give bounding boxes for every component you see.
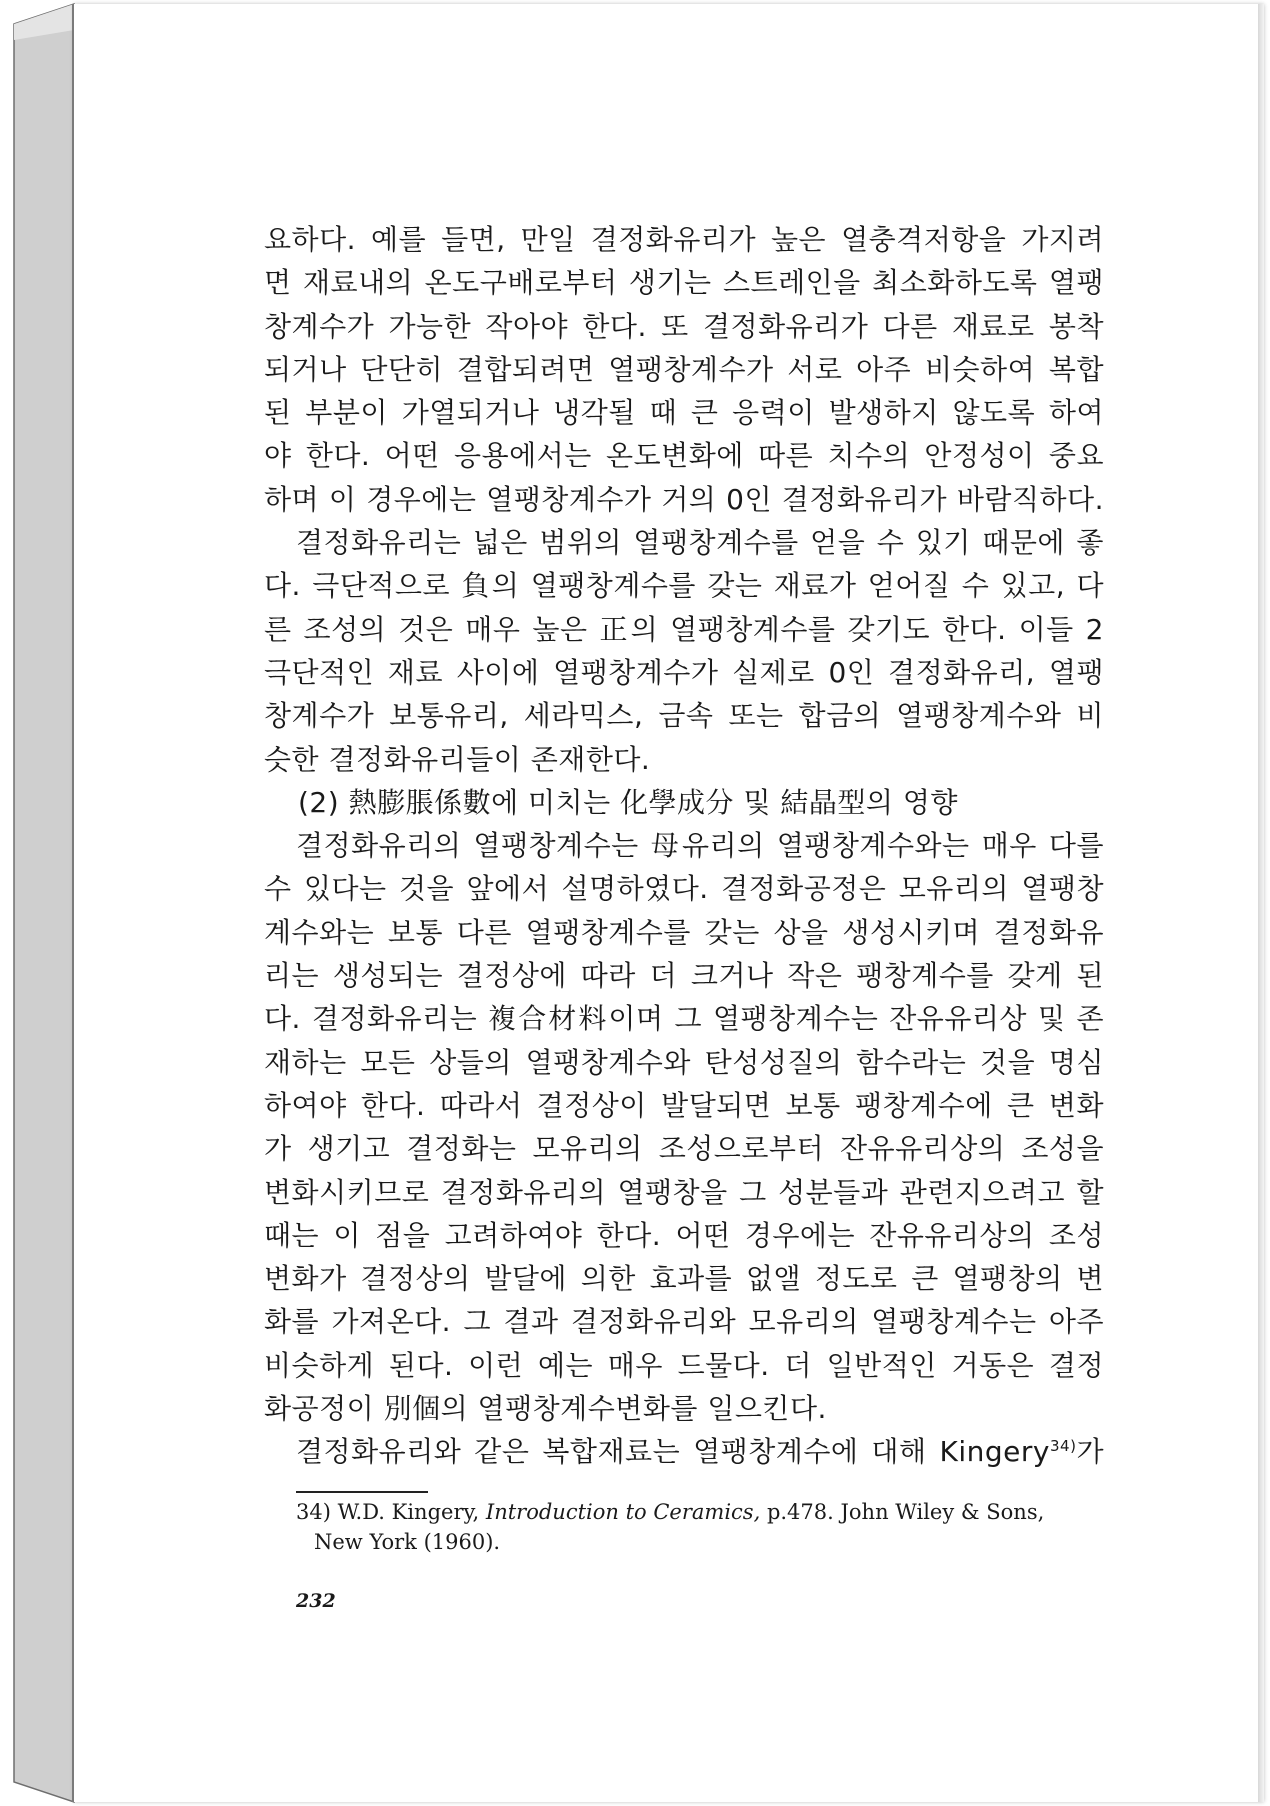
page-body-text bbox=[264, 218, 1104, 1474]
footnote-publisher: p.478. John Wiley & Sons, bbox=[766, 1500, 1045, 1524]
citation-suffix: 가 bbox=[1076, 1435, 1104, 1469]
text-line: 하며 이 경우에는 열팽창계수가 거의 0인 결정화유리가 바람직하다. bbox=[264, 482, 1104, 516]
citation-sentence: 결정화유리와 같은 복합재료는 열팽창계수에 대해 Kingery bbox=[296, 1435, 1050, 1469]
text-line: 계수와는 보통 다른 열팽창계수를 갖는 상을 생성시키며 결정화유 bbox=[264, 915, 1104, 949]
footnote-line-1 bbox=[296, 1497, 1096, 1527]
text-line: 하여야 한다. 따라서 결정상이 발달되면 보통 팽창계수에 큰 변화 bbox=[264, 1088, 1104, 1122]
footnote-title: Introduction to Ceramics, bbox=[485, 1500, 761, 1524]
text-line: 야 한다. 어떤 응용에서는 온도변화에 따른 치수의 안정성이 중요 bbox=[264, 439, 1104, 473]
text-line: 변화시키므로 결정화유리의 열팽창을 그 성분들과 관련지으려고 할 bbox=[264, 1175, 1104, 1209]
footnote-line-2: New York (1960). bbox=[314, 1530, 501, 1554]
text-line: 결정화유리는 넓은 범위의 열팽창계수를 얻을 수 있기 때문에 좋 bbox=[296, 526, 1104, 560]
text-line: 다. 결정화유리는 複合材料이며 그 열팽창계수는 잔유유리상 및 존 bbox=[264, 1002, 1104, 1036]
text-line: 요하다. 예를 들면, 만일 결정화유리가 높은 열충격저항을 가지려 bbox=[264, 223, 1104, 256]
footnote-divider bbox=[296, 1491, 428, 1493]
text-line: 때는 이 점을 고려하여야 한다. 어떤 경우에는 잔유유리상의 조성 bbox=[264, 1218, 1104, 1252]
text-line: 가 생기고 결정화는 모유리의 조성으로부터 잔유유리상의 조성을 bbox=[264, 1132, 1104, 1166]
footnote-number: 34) bbox=[296, 1500, 331, 1524]
text-line: 재하는 모든 상들의 열팽창계수와 탄성성질의 함수라는 것을 명심 bbox=[264, 1045, 1104, 1079]
footnote-reference: 34) bbox=[1049, 1437, 1077, 1456]
footnote-author: W.D. Kingery, bbox=[337, 1500, 480, 1524]
text-line: 극단적인 재료 사이에 열팽창계수가 실제로 0인 결정화유리, 열팽 bbox=[264, 655, 1104, 689]
text-line-with-citation bbox=[264, 1430, 1104, 1473]
text-line: 수 있다는 것을 앞에서 설명하였다. 결정화공정은 모유리의 열팽창 bbox=[264, 872, 1104, 906]
text-line: 화를 가져온다. 그 결과 결정화유리와 모유리의 열팽창계수는 아주 bbox=[264, 1305, 1104, 1339]
page-right-edge bbox=[1258, 4, 1264, 1802]
text-line: 되거나 단단히 결합되려면 열팽창계수가 서로 아주 비슷하여 복합 bbox=[264, 352, 1104, 386]
section-heading: (2) 熱膨脹係數에 미치는 化學成分 및 結晶型의 영향 bbox=[298, 785, 958, 819]
text-line: 른 조성의 것은 매우 높은 正의 열팽창계수를 갖기도 한다. 이들 2 bbox=[264, 612, 1104, 646]
footnote bbox=[296, 1497, 1096, 1557]
text-line: 면 재료내의 온도구배로부터 생기는 스트레인을 최소화하도록 열팽 bbox=[264, 266, 1104, 300]
text-line: 다. 극단적으로 負의 열팽창계수를 갖는 재료가 얻어질 수 있고, 다 bbox=[264, 569, 1104, 603]
text-line: 결정화유리의 열팽창계수는 母유리의 열팽창계수와는 매우 다를 bbox=[296, 829, 1104, 863]
text-line: 슷한 결정화유리들이 존재한다. bbox=[264, 742, 651, 776]
text-line: 변화가 결정상의 발달에 의한 효과를 없앨 정도로 큰 열팽창의 변 bbox=[264, 1262, 1104, 1296]
text-line: 창계수가 보통유리, 세라믹스, 금속 또는 합금의 열팽창계수와 비 bbox=[264, 699, 1104, 733]
text-line: 창계수가 가능한 작아야 한다. 또 결정화유리가 다른 재료로 봉착 bbox=[264, 309, 1104, 343]
page-number: 232 bbox=[296, 1590, 336, 1612]
text-line: 된 부분이 가열되거나 냉각될 때 큰 응력이 발생하지 않도록 하여 bbox=[264, 396, 1104, 430]
text-line: 비슷하게 된다. 이런 예는 매우 드물다. 더 일반적인 거동은 결정 bbox=[264, 1348, 1104, 1382]
book-spine-shape bbox=[14, 4, 74, 1802]
text-line: 리는 생성되는 결정상에 따라 더 크거나 작은 팽창계수를 갖게 된 bbox=[264, 959, 1104, 993]
text-line: 화공정이 別個의 열팽창계수변화를 일으킨다. bbox=[264, 1392, 827, 1426]
